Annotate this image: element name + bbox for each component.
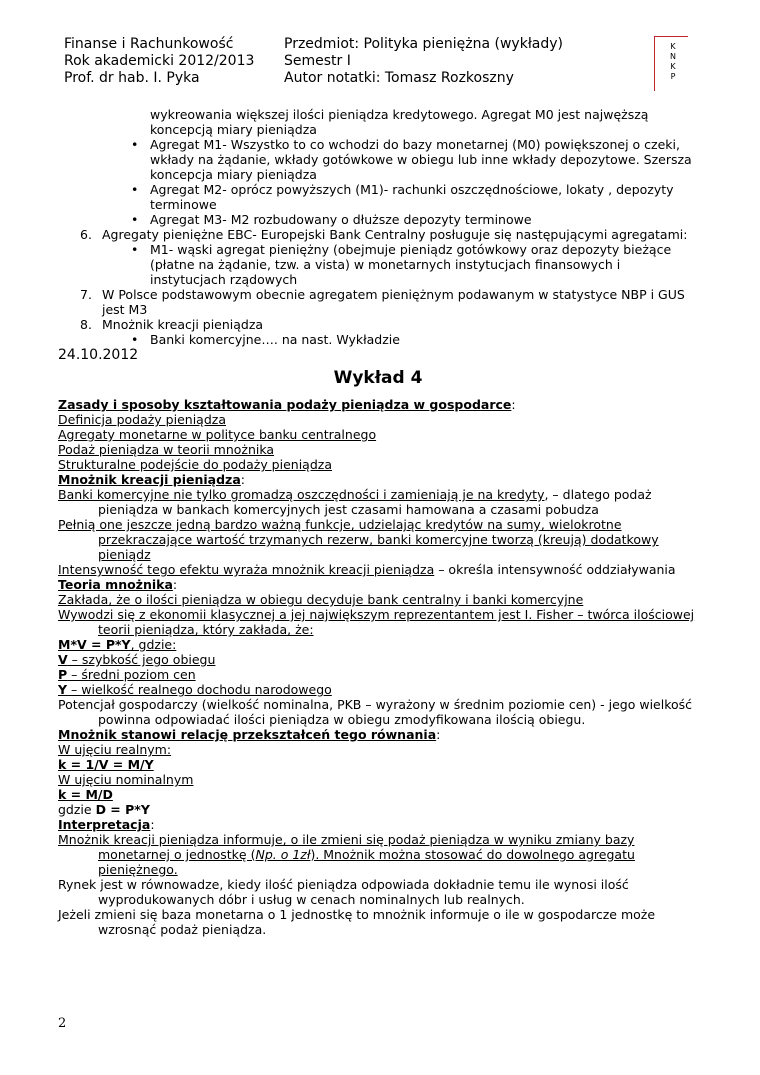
text-span: Interpretacja [58,817,151,832]
logo-letter: P [670,72,676,81]
header-academic-year: Rok akademicki 2012/2013 [64,53,255,69]
formula: k = 1/V = M/Y [58,757,154,772]
header-subject: Przedmiot: Polityka pieniężna (wykłady) [284,36,564,52]
logo-letter: K [670,62,676,71]
list-item [58,242,698,287]
text-span: Zasady i sposoby kształtowania podaży pieniądza w gospodarce [58,397,512,412]
text-span: , – dlatego podaż pieniądza w bankach komercyjnych jest czasami hamowana a czasami pobudza [98,487,652,517]
text-span: D = P*Y [95,802,150,817]
text-span: – szybkość jego obiegu [67,652,216,667]
item-text: Mnożnik kreacji pieniądza [102,317,264,332]
equation-line [58,637,698,652]
formula-label: W ujęciu realnym: [58,742,172,757]
list-item [58,212,698,227]
header-professor: Prof. dr hab. I. Pyka [64,70,200,86]
text-span: ). Mnożnik można stosować do dowolnego agregatu pieniężnego. [98,847,635,877]
definition-line [58,652,698,667]
text-span: Y [58,682,68,697]
paragraph: Rynek jest w równowadze, kiedy ilość pieniądza odpowiada dokładnie temu ile wynosi ilość wyprodukowanych dóbr i usług w cenach nominalnych lub realnych. [58,877,629,907]
formula-label: W ujęciu nominalnym [58,772,194,787]
item-number: 7. [80,287,92,302]
list-item [58,137,698,182]
topic-line: Definicja podaży pieniądza [58,412,226,427]
text-span: : [172,577,178,592]
header-left [64,36,254,87]
formula: k = M/D [58,787,113,802]
paragraph: Pełnią one jeszcze jedną bardzo ważną funkcje, udzielając kredytów na sumy, wielokrotne przekraczające wartość trzymanych rezerw, banki komercyjne tworzą (kreują) dodatkowy pieniądz [58,517,659,562]
document-body [58,107,698,937]
paragraph: Wywodzi się z ekonomii klasycznej a jej największym reprezentantem jest I. Fisher – twórca ilościowej teorii pieniądza, który zakłada, że: [58,607,695,637]
section-heading [58,817,698,832]
bullet-icon: • [131,182,139,197]
section-heading [58,472,698,487]
header-author: Autor notatki: Tomasz Rozkoszny [284,70,514,86]
numbered-item [58,287,698,317]
bullet-icon: • [131,242,139,257]
item-number: 8. [80,317,92,332]
paragraph [58,487,698,517]
paragraph: Potencjał gospodarczy (wielkość nominalna, PKB – wyrażony w średnim poziomie cen) - jego wielkość powinna odpowiadać ilości pieniądza w obiegu zmodyfikowana ilością obiegu. [58,697,693,727]
lecture-title: Wykład 4 [333,368,423,388]
list-item [58,332,698,347]
item-text: Agregaty pieniężne EBC- Europejski Bank Centralny posługuje się następującymi agregatami: [102,227,688,242]
text-span: Teoria mnożnika [58,577,173,592]
list-item-text: Agregat M1- Wszystko to co wchodzi do bazy monetarnej (M0) powiększonej o czeki, wkłady na żądanie, wkłady gotówkowe w obiegu lub inne wkłady depozytowe. Szersza koncepcja miary pieniądza [150,137,692,182]
numbered-item [58,317,698,332]
list-item-text: Agregat M3- M2 rozbudowany o dłuższe depozyty terminowe [150,212,532,227]
text-span: V [58,652,68,667]
text-span: Mnożnik kreacji pieniądza informuje, o ile zmieni się podaż pieniądza w wyniku zmiany bazy monetarnej o jednostkę ( [58,832,635,862]
list-item-text: M1- wąski agregat pieniężny (obejmuje pieniądz gotówkowy oraz depozyty bieżące (płatne na żądanie, tzw. a vista) w monetarnych instytucjach finansowych i instytucjach rządowych [150,242,672,287]
text-span: Mnożnik kreacji pieniądza [58,472,241,487]
logo-letter: K [670,42,676,51]
header-semester: Semestr I [284,53,351,69]
logo-letter: N [670,52,676,61]
paragraph [58,562,698,577]
paragraph [58,832,698,877]
section-heading [58,397,698,412]
paragraph: Zakłada, że o ilości pieniądza w obiegu decyduje bank centralny i banki komercyjne [58,592,584,607]
bullet-icon: • [131,212,139,227]
header-field-study: Finanse i Rachunkowość [64,36,234,52]
text-span: – średni poziom cen [67,667,196,682]
page-header [64,36,694,86]
topic-line: Podaż pieniądza w teorii mnożnika [58,442,275,457]
list-item-text: Agregat M2- oprócz powyższych (M1)- rachunki oszczędnościowe, lokaty , depozyty terminowe [150,182,674,212]
text-span: P [58,667,68,682]
text-span: , gdzie: [130,637,177,652]
knkp-logo [654,36,688,91]
paragraph: Jeżeli zmieni się baza monetarna o 1 jednostkę to mnożnik informuje o ile w gospodarcze może wzrosnąć podaż pieniądza. [58,907,656,937]
text-span: Np. o 1zł [255,847,311,862]
text-span: : [240,472,245,487]
bullet-icon: • [131,332,139,347]
section-heading [58,577,698,592]
text-span: M*V = P*Y [58,637,131,652]
text-span: – wielkość realnego dochodu narodowego [67,682,332,697]
text-span: – określa intensywność oddziaływania [434,562,676,577]
text-span: : [150,817,155,832]
definition-line [58,682,698,697]
header-middle [284,36,563,87]
list-item-continuation: wykreowania większej ilości pieniądza kredytowego. Agregat M0 jest najwęższą koncepcją miary pieniądza [150,107,649,137]
topic-line: Strukturalne podejście do podaży pieniądza [58,457,332,472]
topic-line: Agregaty monetarne w polityce banku centralnego [58,427,377,442]
list-item [58,182,698,212]
text-span: Banki komercyjne nie tylko gromadzą oszczędności i zamieniają je na kredyty [58,487,545,502]
item-text: W Polsce podstawowym obecnie agregatem pieniężnym podawanym w statystyce NBP i GUS jest M3 [102,287,685,317]
bullet-icon: • [131,137,139,152]
text-span: Intensywność tego efektu wyraża mnożnik kreacji pieniądza [58,562,435,577]
definition-line [58,667,698,682]
text-span: : [436,727,441,742]
list-item-text: Banki komercyjne…. na nast. Wykładzie [150,332,400,347]
lecture-date: 24.10.2012 [58,347,139,363]
numbered-item [58,227,698,242]
item-number: 6. [80,227,92,242]
page-number: 2 [58,1016,67,1031]
text-span: : [511,397,516,412]
section-heading [58,727,698,742]
text-span: gdzie [58,802,96,817]
text-span: Mnożnik stanowi relację przekształceń tego równania [58,727,437,742]
formula [58,802,698,817]
